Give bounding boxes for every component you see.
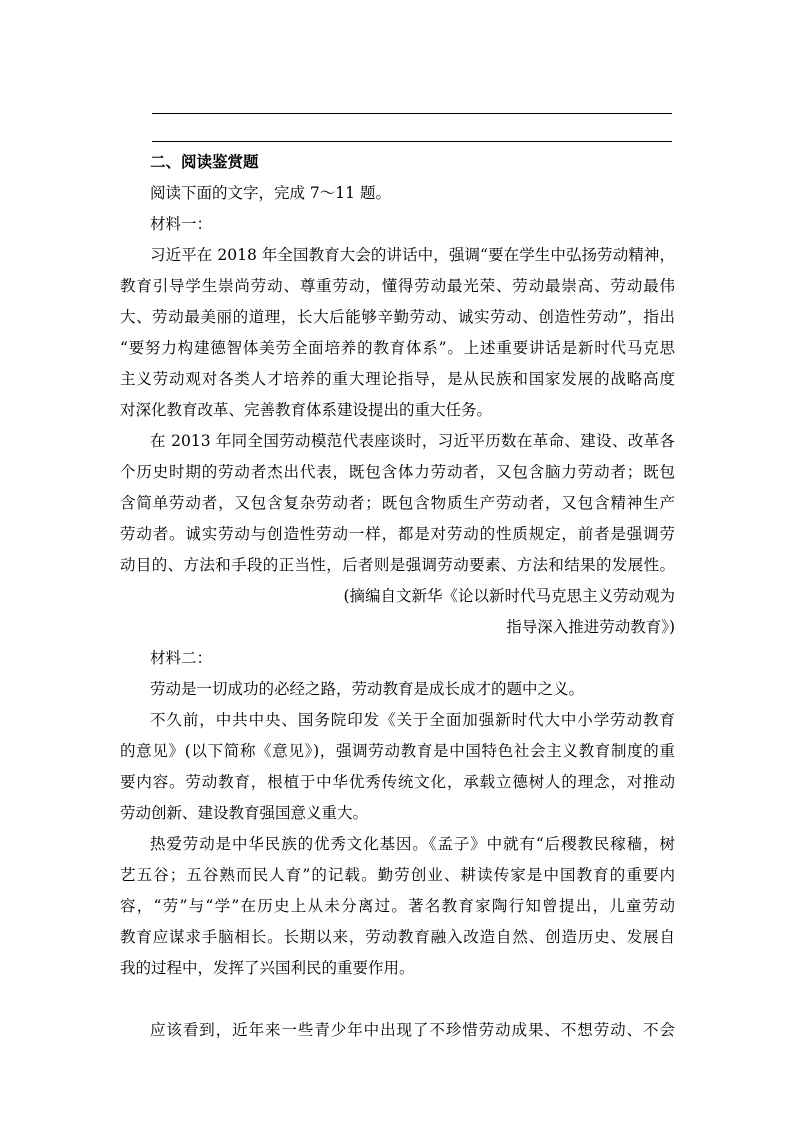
material1-line: 在 2013 年同全国劳动模范代表座谈时，习近平历数在革命、建设、改革各: [150, 432, 675, 450]
material1-line: 教育引导学生崇尚劳动、尊重劳动，懂得劳动最光荣、劳动最崇高、劳动最伟: [120, 277, 675, 295]
material2-line: 热爱劳动是中华民族的优秀文化基因。《孟子》中就有“后稷教民稼穑，树: [150, 835, 675, 853]
material2-line: 劳动创新、建设教育强国意义重大。: [120, 804, 369, 822]
material1-line: 主义劳动观对各类人才培养的重大理论指导，是从民族和国家发展的战略高度: [120, 370, 675, 388]
material2-line: 不久前，中共中央、国务院印发《关于全面加强新时代大中小学劳动教育: [150, 711, 675, 729]
material1-source: 指导深入推进劳动教育》): [506, 618, 675, 636]
answer-line-2: [152, 141, 672, 142]
material1-line: 大、劳动最美丽的道理，长大后能够辛勤劳动、诚实劳动、创造性劳动”，指出: [120, 308, 675, 326]
answer-line-1: [152, 113, 672, 114]
material1-line: 对深化教育改革、完善教育体系建设提出的重大任务。: [120, 401, 493, 419]
material2-line: 容，“劳”与“学”在历史上从未分离过。著名教育家陶行知曾提出，儿童劳动: [120, 897, 675, 915]
material2-heading: 材料二：: [150, 649, 213, 667]
material2-line: 的意见》(以下简称《意见》)，强调劳动教育是中国特色社会主义教育制度的重: [120, 742, 675, 760]
material2-line: 应该看到，近年来一些青少年中出现了不珍惜劳动成果、不想劳动、不会: [150, 1021, 675, 1039]
material1-line: 动目的、方法和手段的正当性，后者则是强调劳动要素、方法和结果的发展性。: [120, 556, 675, 574]
material2-line: 劳动是一切成功的必经之路，劳动教育是成长成才的题中之义。: [150, 680, 585, 698]
material1-source: (摘编自文新华《论以新时代马克思主义劳动观为: [343, 587, 675, 605]
material1-line: “要努力构建德智体美劳全面培养的教育体系”。上述重要讲话是新时代马克思: [120, 339, 675, 357]
material1-line: 含简单劳动者，又包含复杂劳动者；既包含物质生产劳动者，又包含精神生产: [120, 494, 675, 512]
material2-line: 艺五谷；五谷熟而民人育”的记载。勤劳创业、耕读传家是中国教育的重要内: [120, 866, 675, 884]
material2-line: 教育应谋求手脑相长。长期以来，劳动教育融入改造自然、创造历史、发展自: [120, 928, 675, 946]
material1-line: 劳动者。诚实劳动与创造性劳动一样，都是对劳动的性质规定，前者是强调劳: [120, 525, 675, 543]
section-title: 二、阅读鉴赏题: [150, 153, 259, 171]
material2-line: 我的过程中，发挥了兴国利民的重要作用。: [120, 959, 415, 977]
instruction: 阅读下面的文字，完成 7～11 题。: [150, 184, 391, 202]
material1-line: 习近平在 2018 年全国教育大会的讲话中，强调“要在学生中弘扬劳动精神，: [150, 246, 675, 264]
material1-heading: 材料一：: [150, 215, 213, 233]
material1-line: 个历史时期的劳动者杰出代表，既包含体力劳动者，又包含脑力劳动者；既包: [120, 463, 675, 481]
material2-line: 要内容。劳动教育，根植于中华优秀传统文化，承载立德树人的理念，对推动: [120, 773, 675, 791]
